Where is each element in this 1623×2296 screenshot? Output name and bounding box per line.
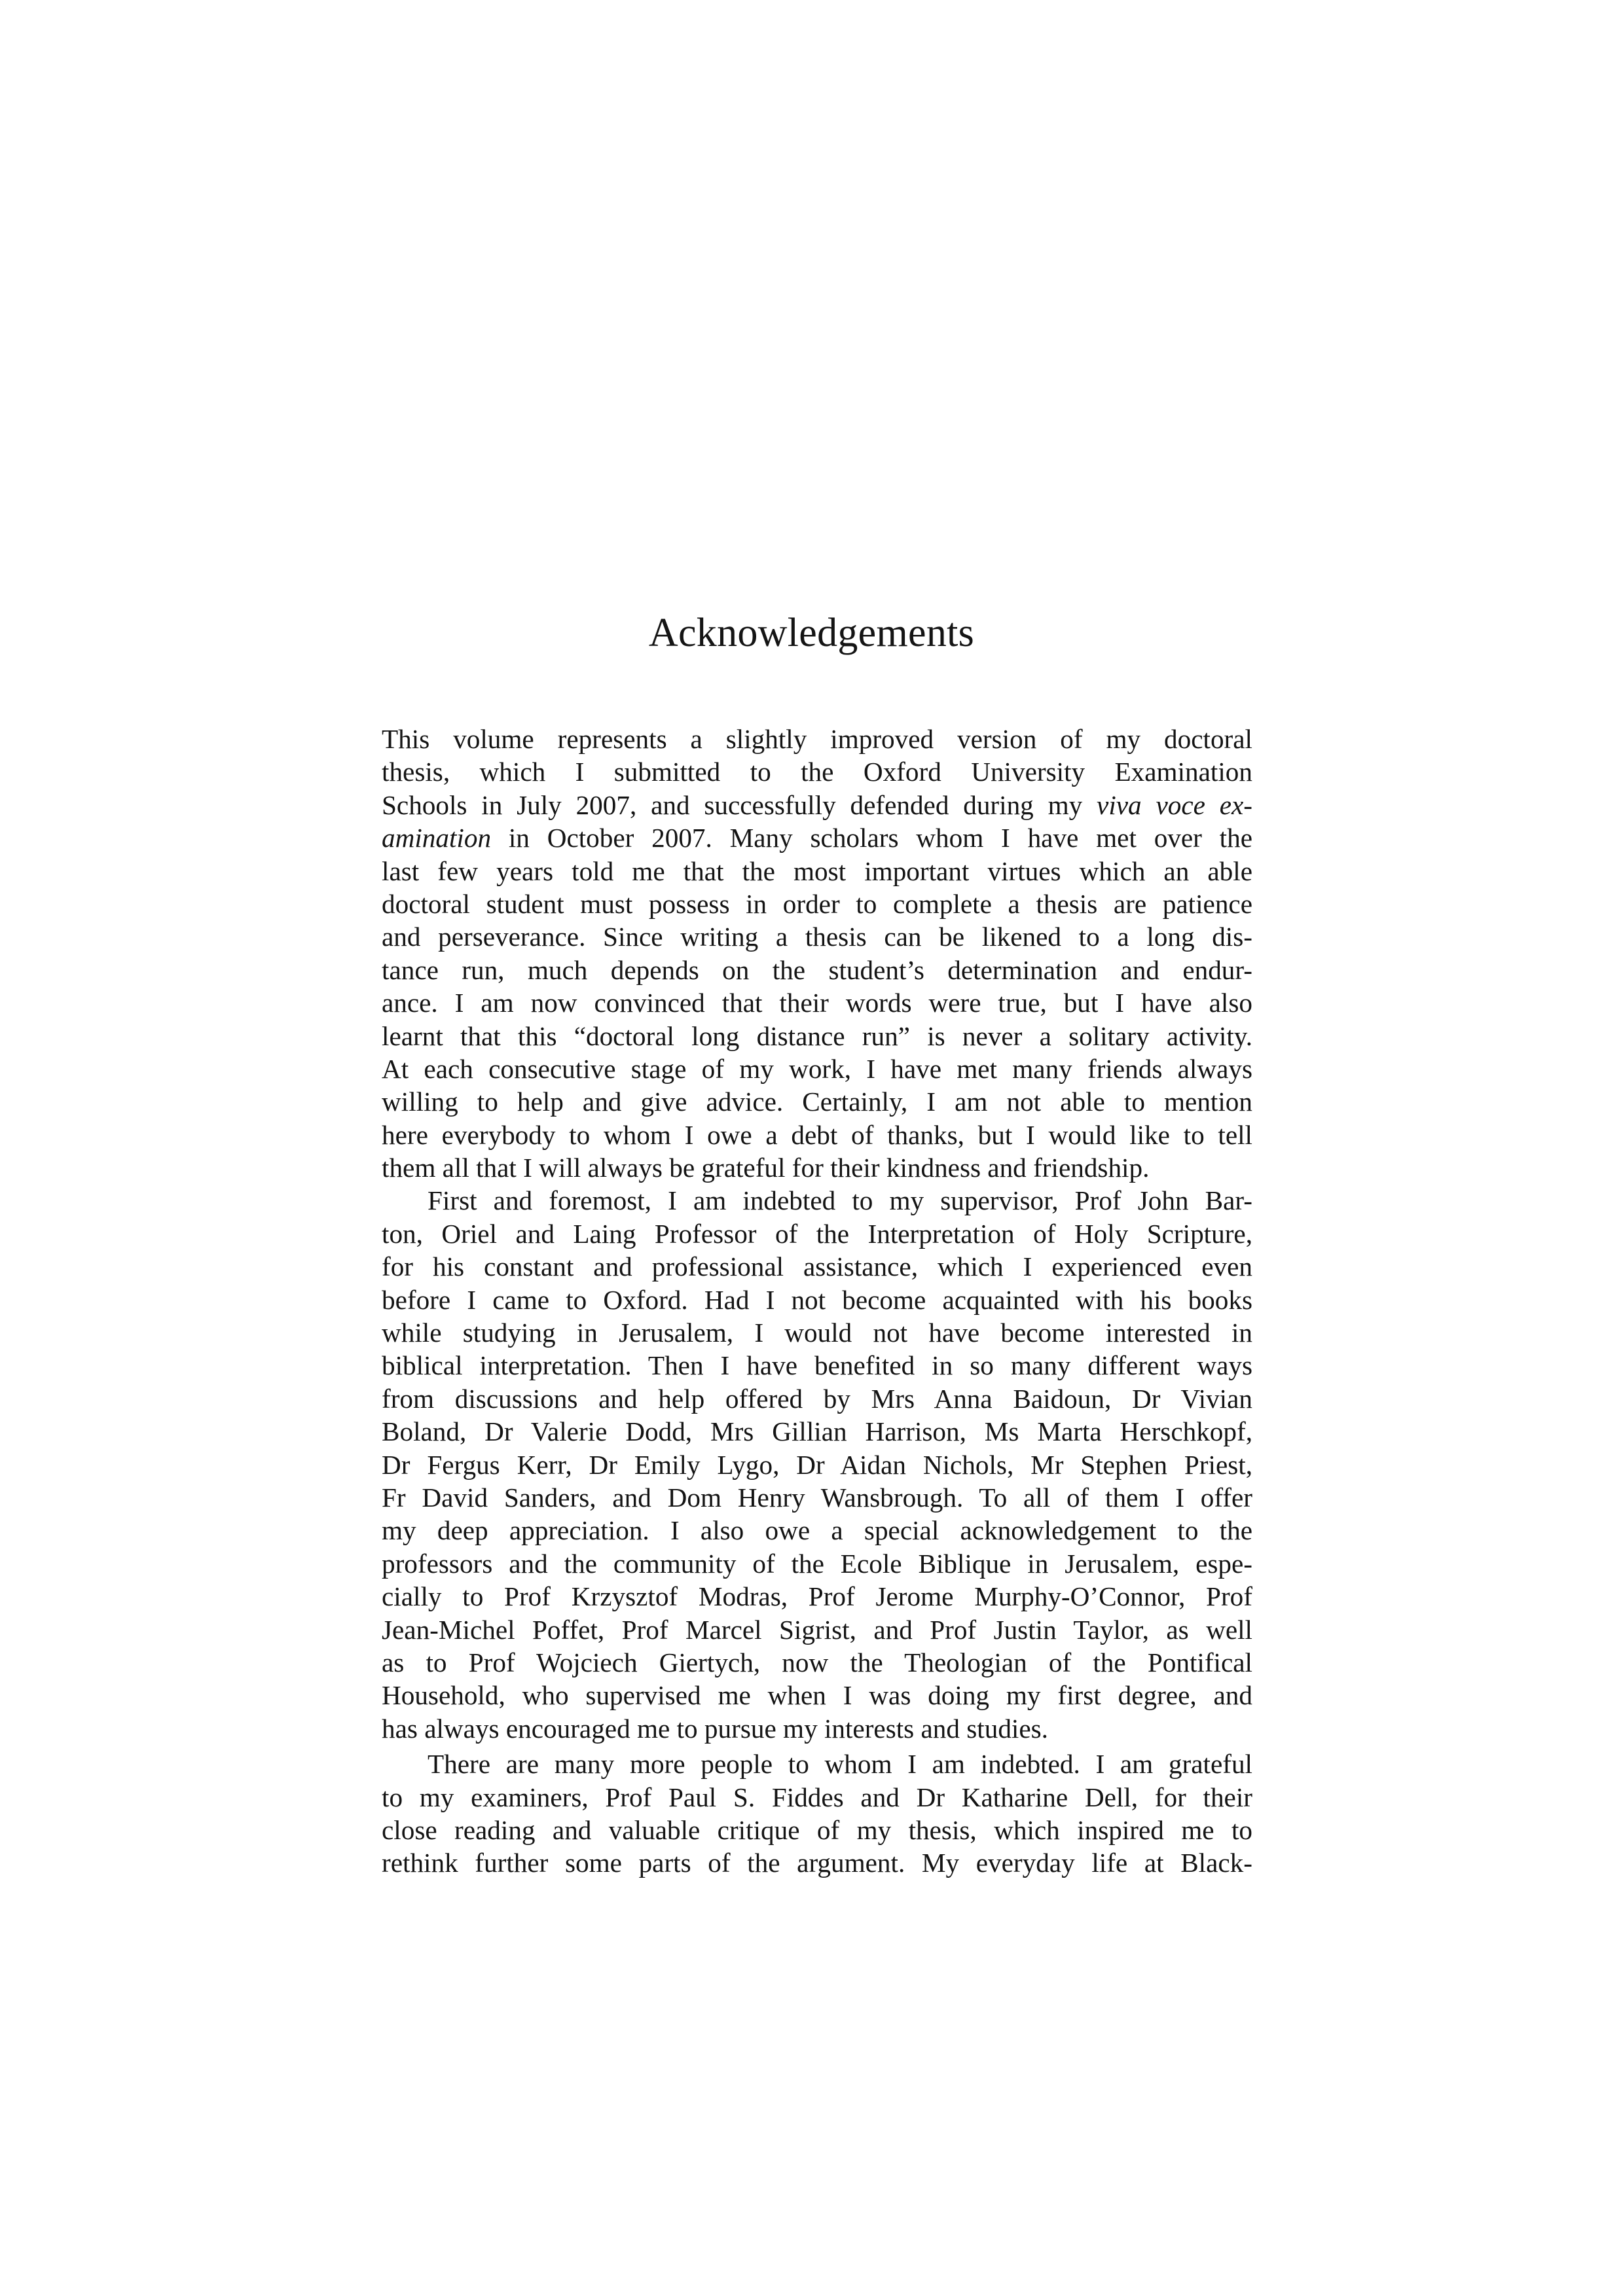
paragraph-2-line-13: cially to Prof Krzysztof Modras, Prof Jerome Murphy-O’Connor, Prof <box>382 1581 1252 1612</box>
paragraph-2-line-3: for his constant and professional assistance, which I experienced even <box>382 1251 1252 1282</box>
paragraph-3-line-3: close reading and valuable critique of my thesis, which inspired me to <box>382 1814 1252 1845</box>
italic-term-amination: amination <box>382 823 492 853</box>
paragraph-1-line-7: and perseverance. Since writing a thesis can be likened to a long dis- <box>382 922 1252 952</box>
paragraph-1-line-3-text: Schools in July 2007, and successfully defended during my <box>382 789 1097 820</box>
paragraph-2-line-16: Household, who supervised me when I was doing my first degree, and <box>382 1680 1252 1711</box>
paragraph-1-line-3 <box>382 789 1252 821</box>
paragraph-1-line-1: This volume represents a slightly improved version of my doctoral <box>382 724 1252 754</box>
paragraph-1-line-11: At each consecutive stage of my work, I have met many friends always <box>382 1053 1252 1084</box>
paragraph-1-line-5: last few years told me that the most important virtues which an able <box>382 855 1252 886</box>
paragraph-1-line-4-text: in October 2007. Many scholars whom I have met over the <box>508 823 1252 853</box>
paragraph-3-line-4: rethink further some parts of the argument. My everyday life at Black- <box>382 1848 1252 1878</box>
paragraph-2-line-1: First and foremost, I am indebted to my supervisor, Prof John Bar- <box>428 1185 1252 1216</box>
paragraph-1-line-4 <box>382 821 1252 854</box>
paragraph-1-line-2: thesis, which I submitted to the Oxford University Examination <box>382 757 1252 787</box>
paragraph-1-line-8: tance run, much depends on the student’s determination and endur- <box>382 954 1252 985</box>
paragraph-2-line-11: my deep appreciation. I also owe a special acknowledgement to the <box>382 1515 1252 1546</box>
paragraph-2-line-4: before I came to Oxford. Had I not become acquainted with his books <box>382 1284 1252 1315</box>
paragraph-2-line-2: ton, Oriel and Laing Professor of the Interpretation of Holy Scripture, <box>382 1218 1252 1249</box>
paragraph-3-line-1: There are many more people to whom I am indebted. I am grateful <box>428 1749 1252 1780</box>
paragraph-1-line-13: here everybody to whom I owe a debt of thanks, but I would like to tell <box>382 1119 1252 1150</box>
paragraph-1-line-12: willing to help and give advice. Certainly, I am not able to mention <box>382 1086 1252 1117</box>
paragraph-2-line-9: Dr Fergus Kerr, Dr Emily Lygo, Dr Aidan Nichols, Mr Stephen Priest, <box>382 1449 1252 1480</box>
paragraph-2-line-15: as to Prof Wojciech Giertych, now the Theologian of the Pontifical <box>382 1647 1252 1677</box>
italic-term-viva-voce: viva voce ex- <box>1097 789 1252 820</box>
paragraph-2-line-14: Jean-Michel Poffet, Prof Marcel Sigrist, and Prof Justin Taylor, as well <box>382 1614 1252 1645</box>
paragraph-2-line-10: Fr David Sanders, and Dom Henry Wansbrough. To all of them I offer <box>382 1482 1252 1513</box>
paragraph-2-line-5: while studying in Jerusalem, I would not have become interested in <box>382 1318 1252 1348</box>
paragraph-2-line-7: from discussions and help offered by Mrs Anna Baidoun, Dr Vivian <box>382 1383 1252 1414</box>
paragraph-2-line-8: Boland, Dr Valerie Dodd, Mrs Gillian Harrison, Ms Marta Herschkopf, <box>382 1416 1252 1447</box>
paragraph-2-line-6: biblical interpretation. Then I have benefited in so many different ways <box>382 1350 1252 1381</box>
page-title: Acknowledgements <box>648 611 975 655</box>
paragraph-1-line-10: learnt that this “doctoral long distance run” is never a solitary activity. <box>382 1020 1252 1051</box>
paragraph-2-line-12: professors and the community of the Ecole Biblique in Jerusalem, espe- <box>382 1548 1252 1579</box>
paragraph-3-line-2: to my examiners, Prof Paul S. Fiddes and Dr Katharine Dell, for their <box>382 1782 1252 1812</box>
paragraph-1-line-9: ance. I am now convinced that their words were true, but I have also <box>382 988 1252 1018</box>
paragraph-1-line-6: doctoral student must possess in order to complete a thesis are patience <box>382 888 1252 919</box>
body-text <box>382 723 1252 1880</box>
paragraph-1-line-14: them all that I will always be grateful for their kindness and friendship. <box>382 1153 1150 1183</box>
paragraph-2-line-17: has always encouraged me to pursue my interests and studies. <box>382 1713 1048 1744</box>
